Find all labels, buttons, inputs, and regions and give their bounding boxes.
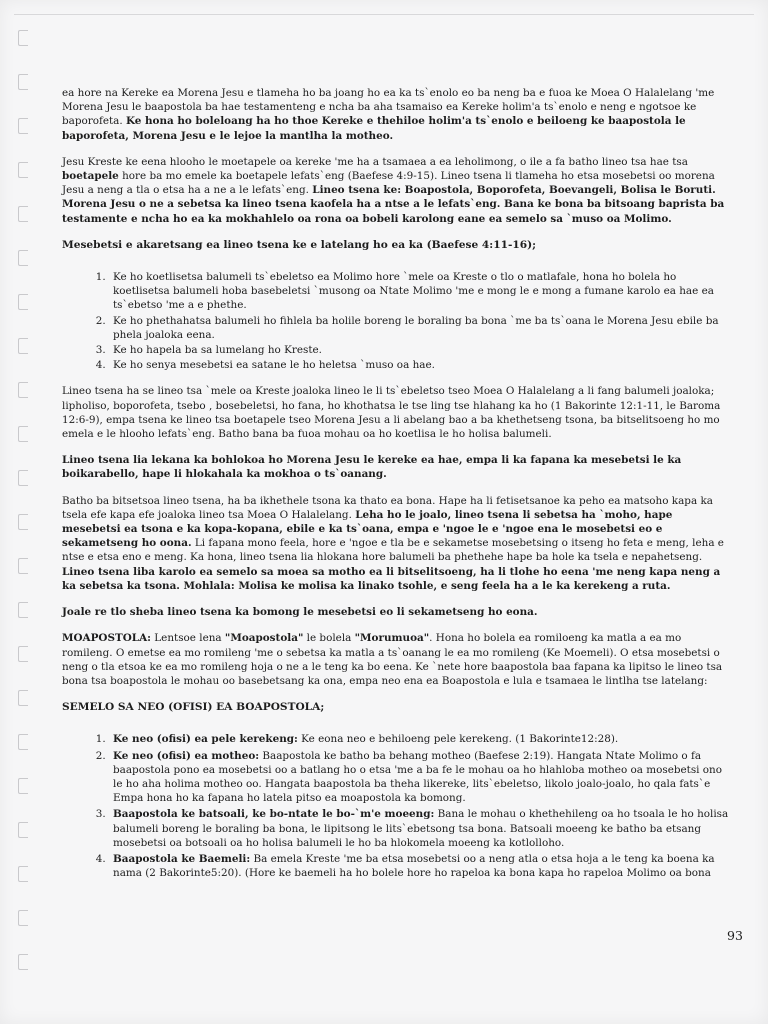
section-heading-mesebetsi: Mesebetsi e akaretsang ea lineo tsena ke e latelang ho ea ka (Baefese 4:11-16); bbox=[62, 238, 537, 251]
page-edge bbox=[14, 14, 754, 15]
list-item-text: Ba emela Kreste 'me ba etsa mosebetsi oo a neng atla o etsa hoja a le teng ka boena ka nama (2 Bakorinte5:20). (Hore ke baemeli ha ho bolele hore ho rapeloa ka bona kapa ho rapeloa Molimo oa bona bbox=[113, 852, 715, 880]
list-item-title: Ke neo (ofisi) ea motheo: bbox=[113, 749, 260, 762]
paragraph-bold-text: Ke hona ho boleloang ha ho thoe Kereke e thehiloe holim'a ts`enolo e beiloeng ke baapostola le baporofeta, Morena Jesu e le lejoe la mantlha la motheo. bbox=[62, 115, 686, 142]
list-item bbox=[109, 749, 730, 806]
paragraph-bold-text: Lineo tsena liba karolo ea semelo sa moea sa motho ea li bitselitsoeng, ha li tlohe ho eena 'me neng kapa neng a ka sebetsa ka tsona. Mohlala: Molisa ke molisa ka linako tsohle, e seng feela ha a le ka kerekeng a ruta. bbox=[62, 565, 721, 592]
paragraph-lineo: Lineo tsena ha se lineo tsa `mele oa Kreste joaloka lineo le li ts`ebeletso tseo Moea O Halalelang a li fang balumeli joaloka; lipholiso, boporofeta, tsebo , bosebeletsi, ho fana, ho khothatsa le tse ling tse hlahang ka ho (1 Bakorinte 12:1-11, le Baroma 12:6-9), empa tsena ke lineo tsa boetapele tseo Morena Jesu a li abelang bao a ba khethetseng tsona, ba bitselitsoeng ho mo emela e le hloohо lefats`eng. Batho bana ba fuoa mohau oa ho koetlisa le ho holisa balumeli. bbox=[62, 385, 721, 441]
list-item-title: Baapostola ke batsoali, ke bo-ntate le bo-`m'e moeeng: bbox=[113, 808, 435, 821]
paragraph-text: Jesu Kreste ke eena hlooho le moetapele oa kereke 'me ha a tsamaea a ea leholimong, o ile a fa batho lineo tsa hae tsa bbox=[62, 155, 688, 168]
paragraph-bold-text: Joale re tlo sheba lineo tsena ka bomong le mesebetsi eo li sekametseng ho eona. bbox=[62, 606, 538, 619]
list-item: 4. Ke ho senya mesebetsi ea satane le ho heletsa `muso oa hae. bbox=[109, 358, 730, 372]
list-item: 2. Ke ho phethahatsa balumeli ho fihlela ba holile boreng le boraling ba bona `me ba ts`oana le Morena Jesu ebile ba phela joaloka eena. bbox=[109, 314, 730, 342]
paragraph-bold-text: boetapele bbox=[62, 170, 119, 183]
paragraph-bold-text: Lineo tsena lia lekana ka bohlokoa ho Morena Jesu le kereke ea hae, empa li ka fapana ka mesebetsi le ka boikarabello, hape li hlokahala ka mokhoa o ts`oanang. bbox=[62, 454, 682, 481]
paragraph-text: ea hore na Kereke ea Morena Jesu e tlameha ho ba joang ho ea ka ts`enolo eo ba neng ba e fuoa ke Moea O Halalelang 'me Morena Jesu le baapostola ba hae testamenteng e ncha ba aha tsamaiso ea Kereke holim'a ts`enolo e neng e ngotsoe ke baporofeta. bbox=[62, 87, 715, 128]
paragraph-bold-text: Leha ho le joalo, lineo tsena li sebetsa ha `moho, hape mesebetsi ea tsona e ka kopa-kopana, ebile e ka ts`oana, empa e 'ngoe le e 'ngoe ena le mosebetsi eo e sekametseng ho oona. bbox=[62, 508, 673, 550]
paragraph-joale bbox=[62, 605, 730, 619]
paragraph-bold-text: "Moapostola" bbox=[224, 632, 304, 645]
binding-holes bbox=[18, 30, 32, 990]
paragraph-bold-text: Lineo tsena ke: Boapostola, Boporofeta, Boevangeli, Bolisa le Boruti. Morena Jesu o ne a sebetsa ka lineo tsena kaofela ha a ntse a le lefats`eng. Bana ke bona ba bitsoang baprista ba testamente e ncha ho ea ka mokhahlelo oa rona oa bobeli karolong eane ea semelo sa `muso oa Molimo. bbox=[62, 184, 725, 225]
paragraph-text: . Hona ho bolela ea romiloeng ka matla a ea mo romileng. O emetse ea mo romileng 'me o sebetsa ka matla a ts`oanang le ea mo romileng (Ke Moemeli). O etsa mosebetsi o neng o tla etsoa ke ea mo romileng hoja o ne a le teng ka bo eena. Ke `nete hore baapostola baa fapana ka lipitso le lineo tsa bona tsa boapostola le mohau oo basebetsang ka ona, empa neo ena ea Boapostola e lula e tsamaea le lintlha tse latelang: bbox=[62, 632, 723, 687]
list-item-text: Baapostola ke batho ba behang motheo (Baefese 2:19). Hangata Ntate Molimo o fa baapostola pono ea mosebetsi oo a batlang ho o etsa 'me a ba fe le mohau oa ho hlahloba motheo oa mosebetsi ono le ho aha holima motheo oo. Hangata baapostola ba theha likereke, lits`ebeletso, likolo joalo-joalo, ho qala fats`e Empa hona ho ka fapana ho latela pitso ea moapostola ka bomong. bbox=[113, 749, 722, 805]
paragraph-bold-text: "Morumuoa" bbox=[354, 632, 430, 645]
paragraph-text: hore ba mo emele ka boetapele lefats`eng (Baefese 4:9-15). Lineo tsena li tlameha ho etsa mosebetsi oo morena Jesu a neng a tla o etsa ha a ne a le lefats`eng. bbox=[62, 170, 715, 197]
paragraph-moapostola bbox=[62, 631, 730, 688]
paragraph-kereke bbox=[62, 86, 730, 143]
list-item-title: Ke neo (ofisi) ea pele kerekeng: bbox=[113, 733, 298, 746]
page-number: 93 bbox=[727, 928, 743, 943]
term-label: MOAPOSTOLA: bbox=[62, 632, 151, 645]
paragraph-jesu-kreste bbox=[62, 155, 730, 226]
semelo-list bbox=[62, 732, 730, 880]
section-heading-semelo: SEMELO SA NEO (OFISI) EA BOAPOSTOLA; bbox=[62, 701, 325, 714]
paragraph-text: Batho ba bitsetsoa lineo tsena, ha ba ikhethele tsona ka thato ea bona. Hape ha li fetisetsanoe ka peho ea matsoho kapa ka tsela efe kapa efe joaloka lineo tsa Moea O Halalelang. bbox=[62, 494, 713, 521]
list-item-text: Ke eona neo e behiloeng pele kerekeng. (1 Bakorinte12:28). bbox=[297, 733, 619, 746]
list-item bbox=[109, 732, 730, 746]
paragraph-text: Li fapana mono feela, hore e 'ngoe e tla be e sekametse mosebetsing o itseng ho feta e meng, leha e ntse e etsa eno e meng. Ka hona, lineo tsena lia hlokana hore balumeli ba phethehe hape ba hole ka tsela e nepahetseng. bbox=[62, 537, 724, 564]
list-item: 3. Ke ho hapela ba sa lumelang ho Kreste. bbox=[109, 343, 730, 357]
page-content bbox=[62, 86, 730, 892]
list-item bbox=[109, 852, 730, 880]
list-item-text: Bana le mohau o khethehileng oa ho tsoala le ho holisa balumeli boreng le boraling ba bona, le lipitsong le lits`ebetsong tsa bona. Batsoali moeeng ke batho ba etsang mosebetsi oa botsoali oa ho holisa balumeli le ho ba hlokomela moeeng ka kotlolloho. bbox=[113, 808, 729, 849]
list-item-title: Baapostola ke Baemeli: bbox=[113, 852, 251, 865]
paragraph-lineo-lekana bbox=[62, 453, 730, 481]
mesebetsi-list bbox=[62, 270, 730, 372]
list-item: 1. Ke ho koetlisetsa balumeli ts`ebeletso ea Molimo hore `mele oa Kreste o tlo o matlafale, hona ho bolela ho koetlisetsa balumeli hoba basebeletsi `musong oa Ntate Molimo 'me e mong le e mong a fumane karolo ea hae ea ts`ebetso 'me a e phethe. bbox=[109, 270, 730, 313]
paragraph-batho bbox=[62, 494, 730, 593]
paragraph-text: le bolela bbox=[303, 632, 355, 645]
list-item bbox=[109, 807, 730, 850]
paragraph-text: Lentsoe lena bbox=[150, 632, 225, 645]
